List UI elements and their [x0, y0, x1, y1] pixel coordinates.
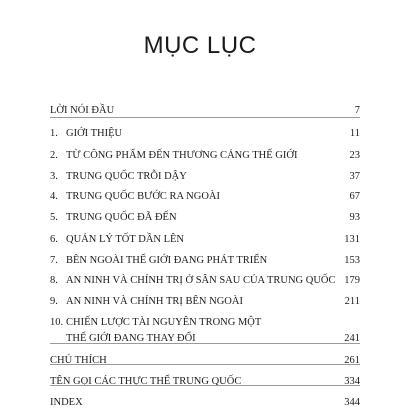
- divider-rule: [50, 117, 360, 118]
- page-number: 344: [344, 397, 360, 408]
- entry-title: TỪ CÔNG PHẨM ĐẾN THƯƠNG CẢNG THẾ GIỚI: [66, 150, 298, 161]
- page-number: 334: [344, 376, 360, 387]
- entry-title: INDEX: [50, 397, 83, 408]
- page-number: 131: [344, 234, 360, 245]
- entry-title-continued: THẾ GIỚI ĐANG THAY ĐỔI: [66, 333, 196, 344]
- entry-title: TRUNG QUỐC BƯỚC RA NGOÀI: [66, 191, 220, 202]
- entry-title: AN NINH VÀ CHÍNH TRỊ Ở SÂN SAU CỦA TRUNG QUỐC: [66, 275, 336, 286]
- entry-title: TRUNG QUỐC TRỖI DẬY: [66, 171, 187, 182]
- entry-title: QUẢN LÝ TỐT DẦN LÊN: [66, 234, 185, 245]
- entry-title: TRUNG QUỐC ĐÃ ĐẾN: [66, 212, 177, 223]
- chapter-number: 9.: [50, 296, 58, 307]
- page-number: 211: [344, 296, 360, 307]
- page-number: 93: [349, 212, 360, 223]
- page-number: 261: [344, 355, 360, 366]
- entry-title: AN NINH VÀ CHÍNH TRỊ BÊN NGOÀI: [66, 296, 243, 307]
- chapter-number: 3.: [50, 171, 58, 182]
- chapter-number: 8.: [50, 275, 58, 286]
- chapter-number: 5.: [50, 212, 58, 223]
- entry-title: LỜI NÓI ĐẦU: [50, 105, 115, 116]
- chapter-number: 6.: [50, 234, 58, 245]
- divider-rule: [50, 343, 360, 344]
- entry-title: TÊN GỌI CÁC THỰC THỂ TRUNG QUỐC: [50, 376, 242, 387]
- page-number: 67: [349, 191, 360, 202]
- page-title: MỤC LỤC: [143, 32, 257, 59]
- entry-title: GIỚI THIỆU: [66, 128, 123, 139]
- page-number: 153: [344, 255, 360, 266]
- page-number: 23: [349, 150, 360, 161]
- divider-rule: [50, 364, 360, 365]
- chapter-number: 2.: [50, 150, 58, 161]
- page-number: 11: [349, 128, 360, 139]
- page-number: 179: [344, 275, 360, 286]
- entry-title: CHIẾN LƯỢC TÀI NGUYÊN TRONG MỘT: [66, 317, 262, 328]
- chapter-number: 1.: [50, 128, 58, 139]
- entry-title: CHÚ THÍCH: [50, 355, 107, 366]
- chapter-number: 7.: [50, 255, 58, 266]
- page-number: 7: [354, 105, 360, 116]
- entry-title: BÊN NGOÀI THẾ GIỚI ĐANG PHÁT TRIỂN: [66, 255, 268, 266]
- divider-rule: [50, 385, 360, 386]
- page-number: 241: [344, 333, 360, 344]
- page-number: 37: [349, 171, 360, 182]
- chapter-number: 4.: [50, 191, 58, 202]
- chapter-number: 10.: [50, 317, 64, 328]
